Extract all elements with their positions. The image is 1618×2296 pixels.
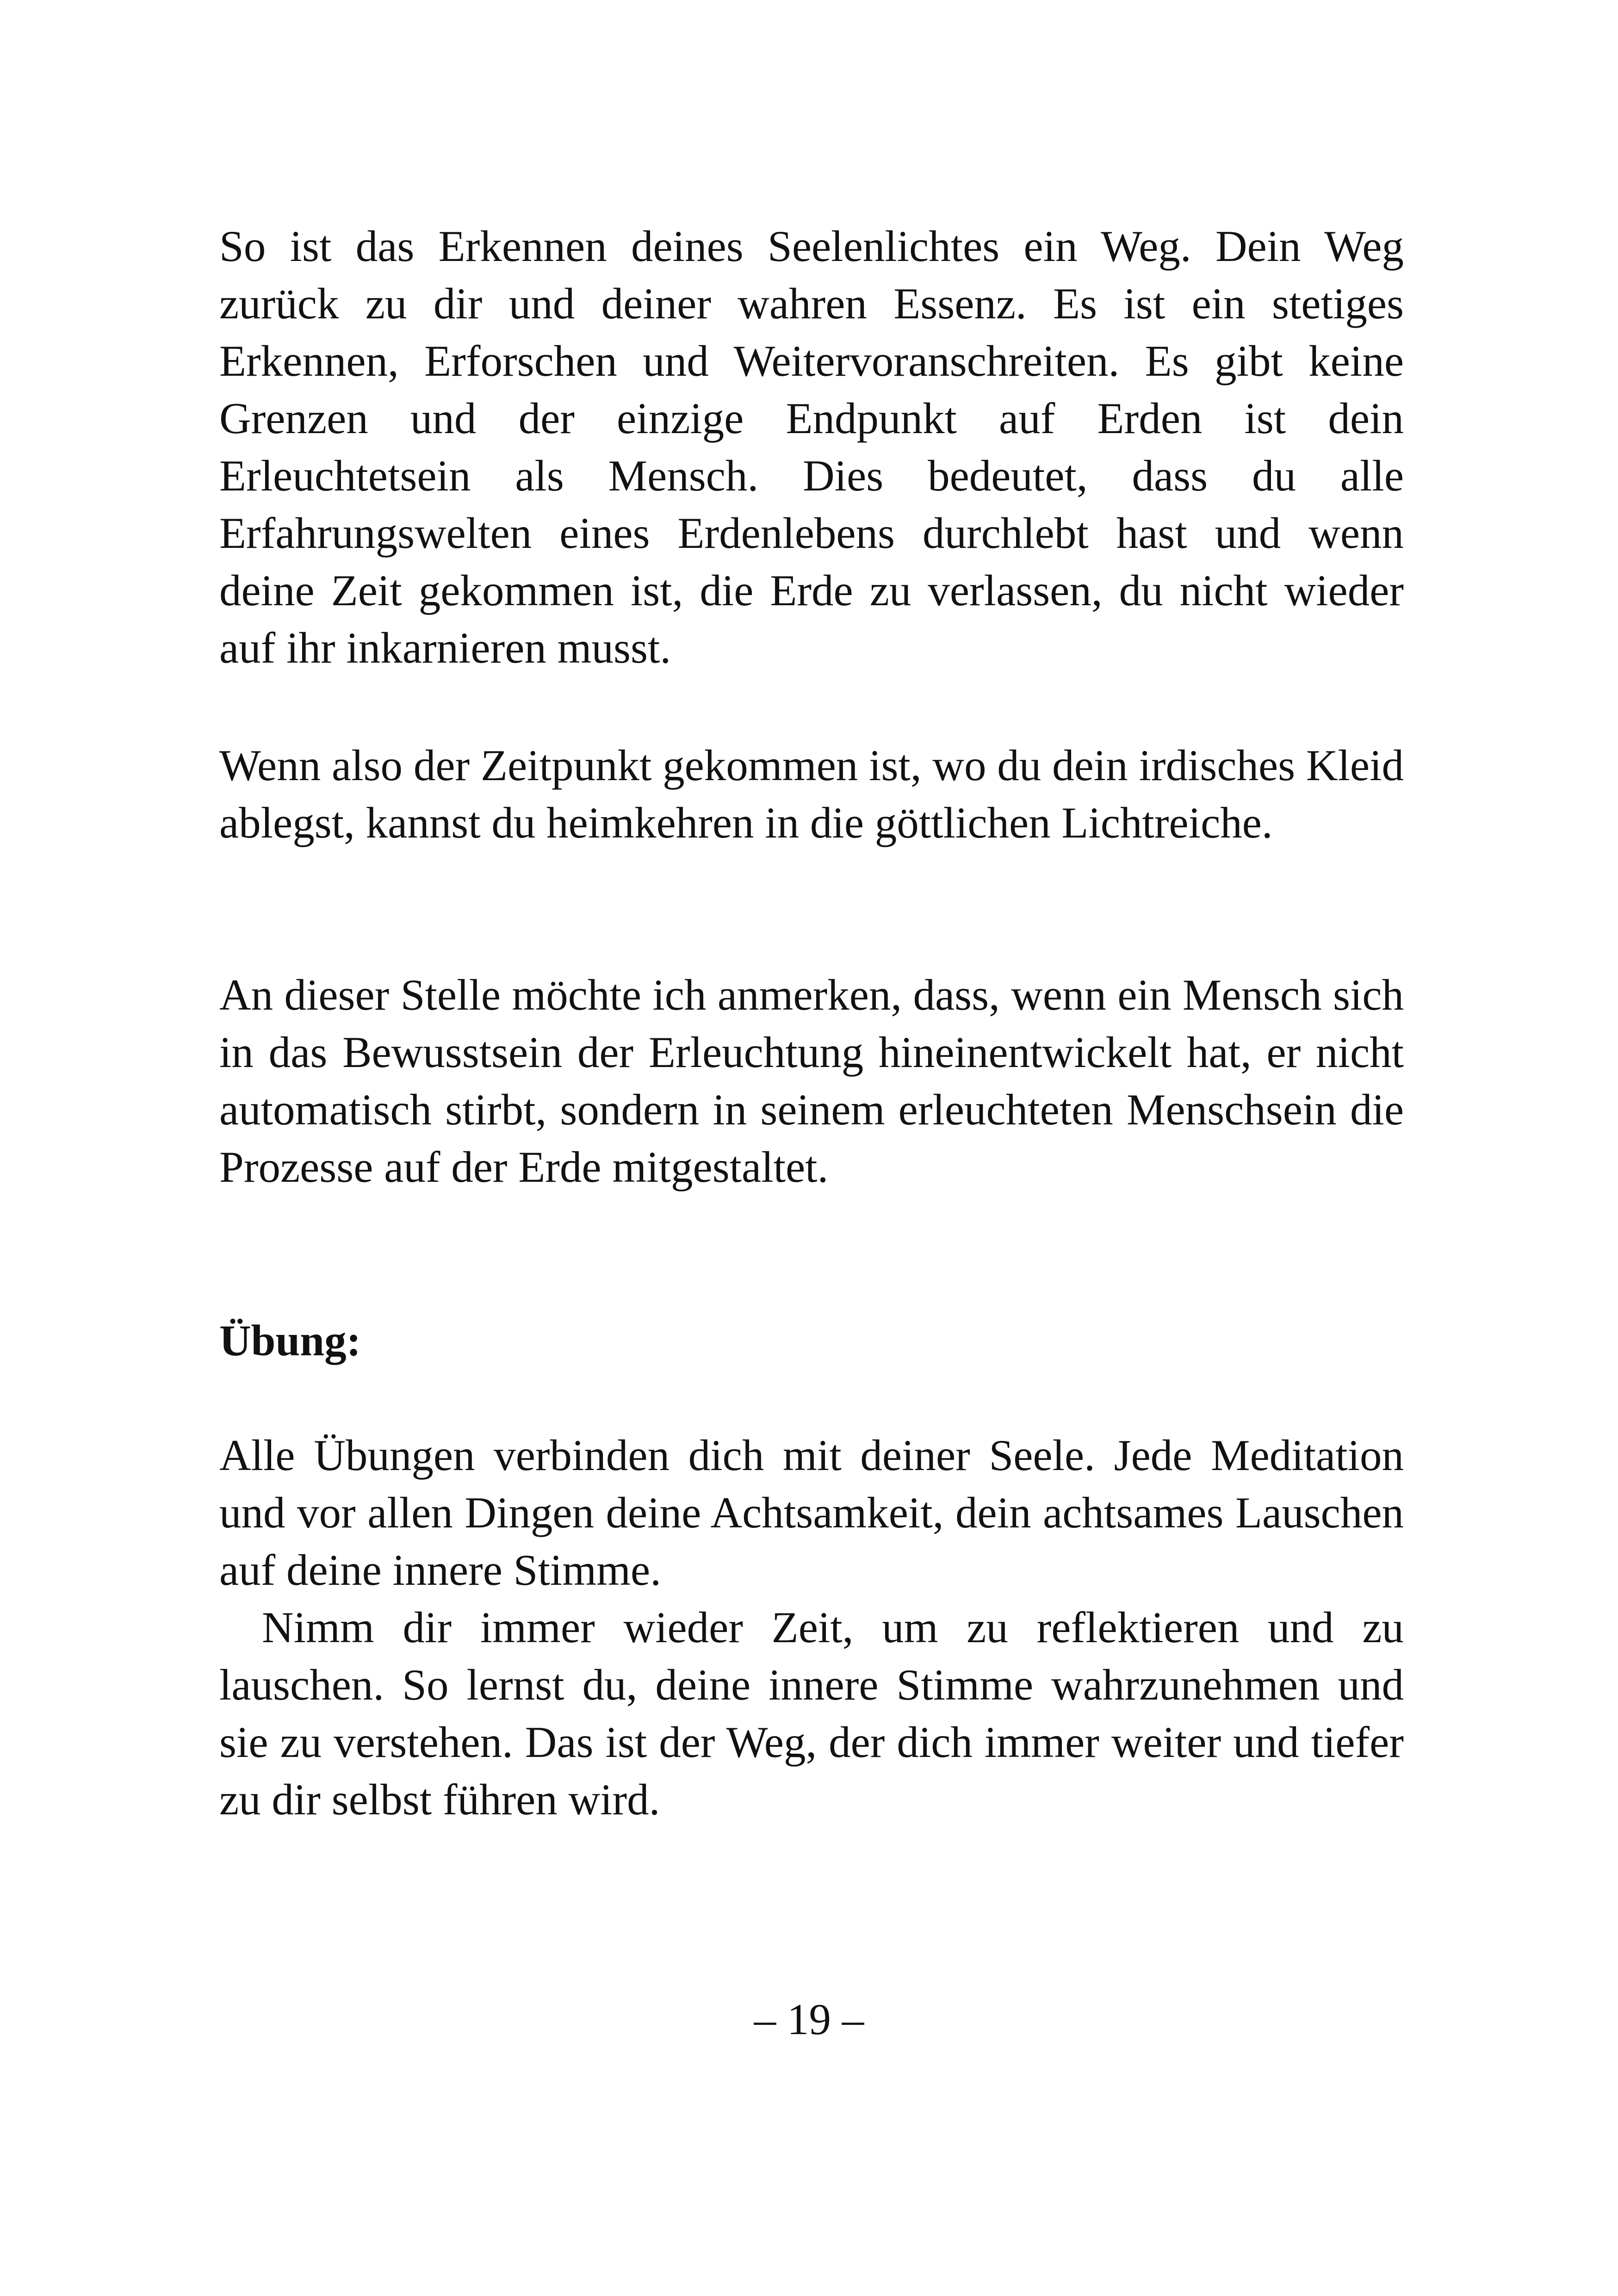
body-paragraph-1: So ist das Erkennen deines Seelenlichtes ein Weg. Dein Weg zurück zu dir und deiner wahren Essenz. Es ist ein stetiges Erkennen, Erforschen und Weitervoranschreiten. Es gibt keine Grenzen und der einzige Endpunkt auf Erden ist dein Erleuchtetsein als Mensch. Dies bedeutet, dass du alle Erfahrungswelten eines Erdenlebens durchlebt hast und wenn deine Zeit gekommen ist, die Erde zu verlassen, du nicht wieder auf ihr inkarnieren musst. [219, 222, 1404, 672]
exercise-heading: Übung: [219, 1316, 361, 1365]
page-number: – 19 – [754, 1995, 864, 2044]
body-paragraph-3: An dieser Stelle möchte ich anmerken, dass, wenn ein Mensch sich in das Bewusstsein der Erleuchtung hineinentwickelt hat, er nicht automatisch stirbt, sondern in seinem erleuchteten Menschsein die Prozesse auf der Erde mitgestaltet. [219, 970, 1404, 1191]
body-paragraph-2: Wenn also der Zeitpunkt gekommen ist, wo du dein irdisches Kleid ablegst, kannst du heimkehren in die göttlichen Lichtreiche. [219, 741, 1404, 847]
exercise-paragraph-2: Nimm dir immer wieder Zeit, um zu reflektieren und zu lauschen. So lernst du, deine innere Stimme wahrzunehmen und sie zu verstehen. Das ist der Weg, der dich immer weiter und tiefer zu dir selbst führen wird. [219, 1603, 1404, 1824]
exercise-paragraph-1: Alle Übungen verbinden dich mit deiner Seele. Jede Meditation und vor allen Dingen deine Achtsamkeit, dein achtsames Lauschen auf deine innere Stimme. [219, 1431, 1404, 1595]
